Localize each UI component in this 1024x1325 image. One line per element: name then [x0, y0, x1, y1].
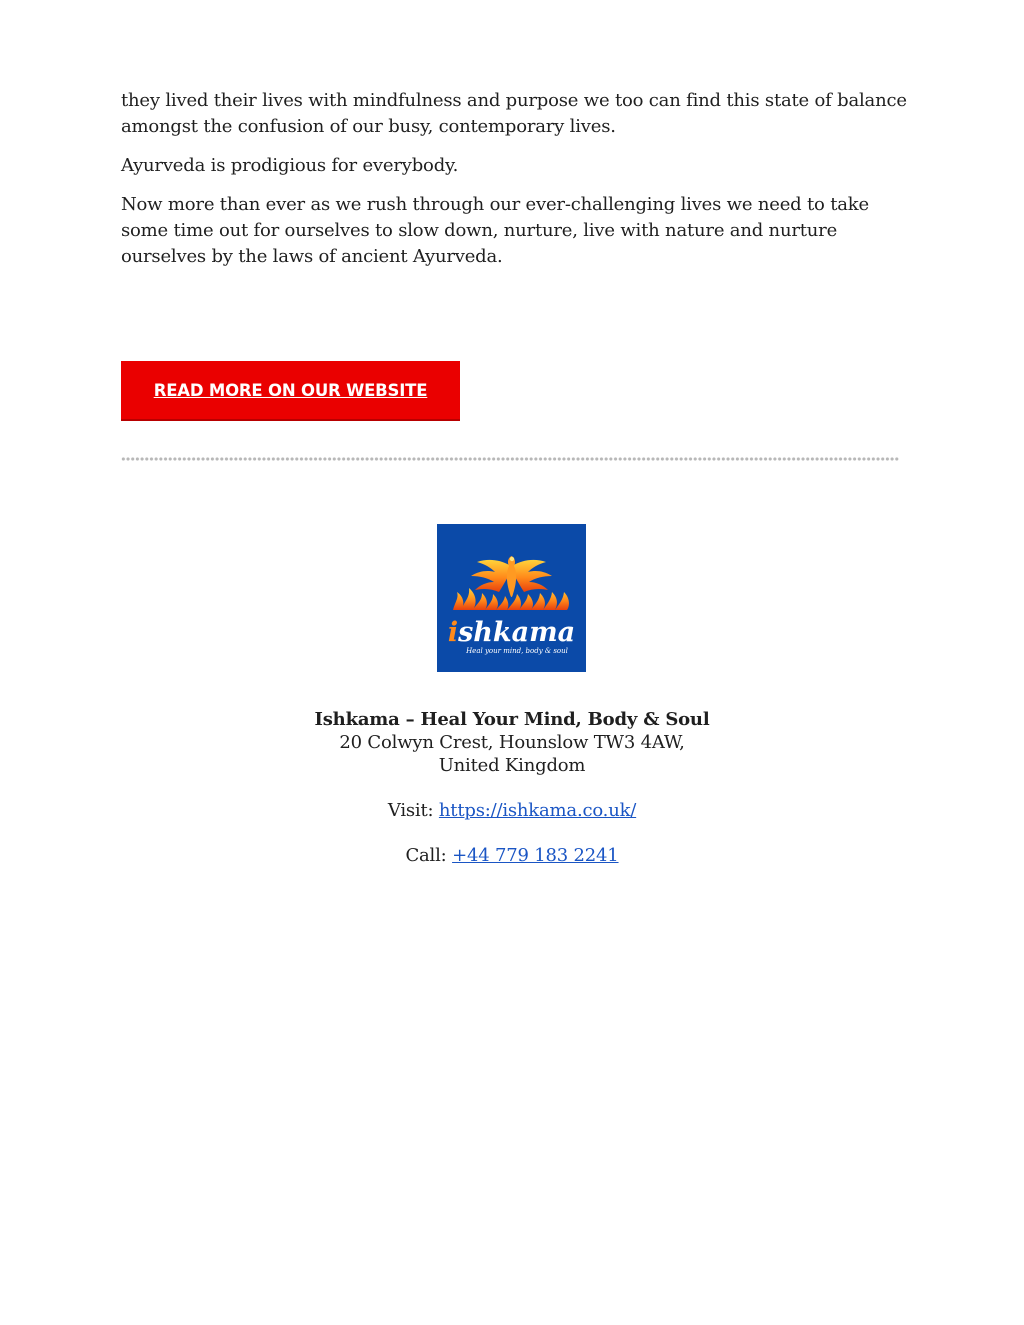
svg-text:ishkama: ishkama — [447, 617, 576, 648]
paragraph-balance: they lived their lives with mindfulness and purpose we too can find this state of balance amongst the confusion of our busy, contemporary lives. — [121, 90, 907, 137]
svg-text:Heal your mind, body & soul: Heal your mind, body & soul — [466, 647, 568, 655]
paragraph-rush: Now more than ever as we rush through our ever-challenging lives we need to take some time out for ourselves to slow down, nurture, live with nature and nurture ourselves by the laws of ancient Ayurveda. — [121, 194, 869, 267]
read-more-label[interactable]: READ MORE ON OUR WEBSITE — [153, 380, 428, 400]
website-link[interactable]: https://ishkama.co.uk/ — [438, 800, 637, 821]
paragraph-prodigious: Ayurveda is prodigious for everybody. — [121, 155, 459, 176]
call-label: Call: — [405, 845, 453, 866]
contact-footer — [212, 708, 812, 867]
read-more-button[interactable] — [121, 361, 460, 421]
business-name: Ishkama – Heal Your Mind, Body & Soul — [314, 709, 710, 730]
article-body — [121, 88, 911, 283]
ishkama-logo — [437, 524, 586, 672]
address-line-2: United Kingdom — [438, 755, 586, 776]
visit-label: Visit: — [387, 800, 439, 821]
phone-link[interactable]: +44 779 183 2241 — [452, 845, 619, 866]
dotted-divider — [121, 456, 899, 462]
address-line-1: 20 Colwyn Crest, Hounslow TW3 4AW, — [339, 732, 685, 753]
phoenix-flame-icon — [437, 524, 586, 672]
visit-line — [212, 799, 812, 822]
call-line — [212, 844, 812, 867]
